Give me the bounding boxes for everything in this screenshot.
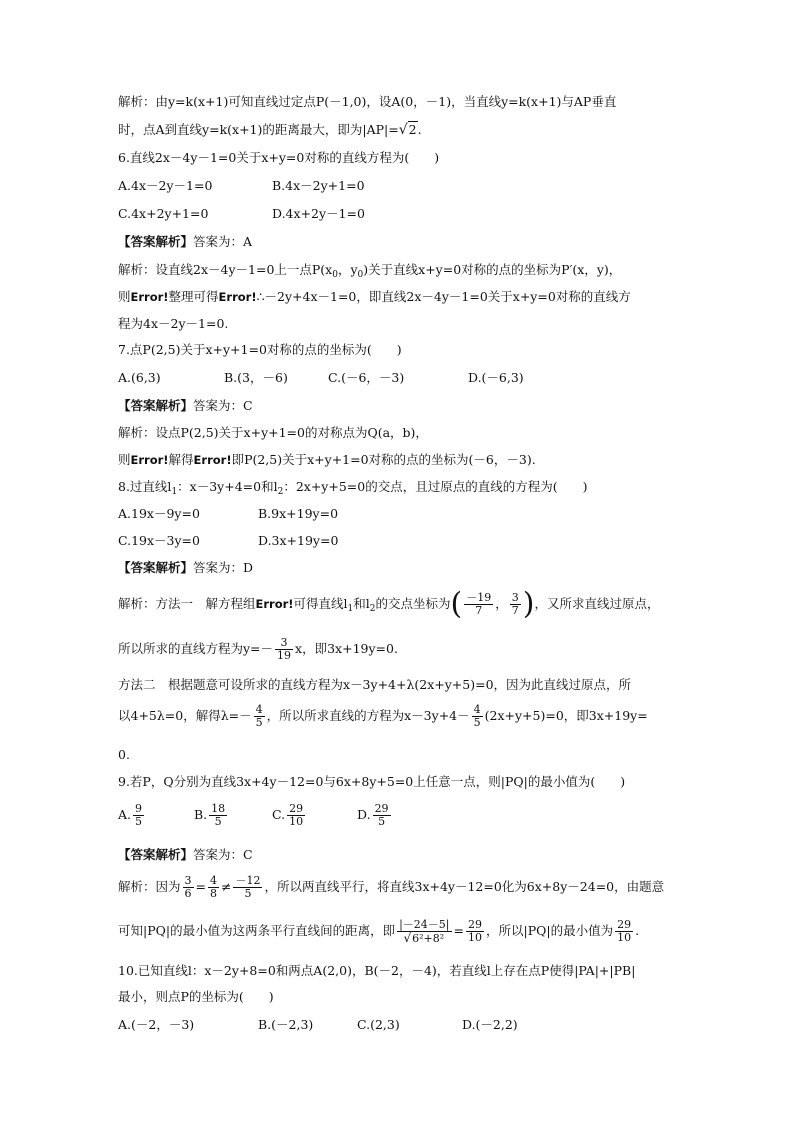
option-a: A.(－2，－3) <box>118 1017 195 1032</box>
solution-text: 解析：设直线2x－4y－1=0上一点$P(x_0$，$y_0$)关于直线x+y=0对称的点的坐标为P′(x，y)， <box>118 262 622 280</box>
option-c: C.(2,3) <box>357 1017 400 1032</box>
option-a: A.4x－2y－1=0 <box>118 178 213 193</box>
answer-line: 【答案解析】答案为：D <box>118 560 254 575</box>
question-8: 8.过直线$l_1$：x－3y+4=0和$l_2$：2x+y+5=0的交点，且过原点的直线的方程为( ) <box>118 479 588 497</box>
solution-text: 以4+5λ=0，解得λ=－ $\frac{4}{5}$ ，所以所求直线的方程为x－3y+4－ $\frac{4}{5}$ (2x+y+5)=0，即3x+19y= <box>118 703 648 729</box>
option-a: A.(6,3) <box>118 370 161 385</box>
option-c: C.4x+2y+1=0 <box>118 206 209 221</box>
option-d: D.3x+19y=0 <box>258 533 339 548</box>
option-c: C. $\frac{29}{10}$ <box>272 802 304 828</box>
option-b: B.9x+19y=0 <box>258 506 339 521</box>
solution-text: 解析：由y=k(x+1)可知直线过定点P(－1,0)，设A(0，－1)，当直线y=k(x+1)与AP垂直 <box>118 94 617 109</box>
solution-text: 解析：设点P(2,5)关于x+y+1=0的对称点为Q(a，b)， <box>118 425 428 440</box>
option-d: D. $\frac{29}{5}$ <box>357 802 389 828</box>
option-a: A.19x－9y=0 <box>118 506 200 521</box>
question-10: 最小，则点P的坐标为( ) <box>118 989 274 1004</box>
question-6: 6.直线2x－4y－1=0关于x+y=0对称的直线方程为( ) <box>118 150 440 165</box>
solution-text: 解析：方法一 解方程组Error!可得直线$l_1$和$l_2$的交点坐标为( $\frac{-19}{7}$ ， $\frac{3}{7}$ )，又所求直线过原点， <box>118 586 660 622</box>
option-b: B.4x－2y+1=0 <box>272 178 365 193</box>
solution-text: 程为4x－2y－1=0. <box>118 316 229 331</box>
solution-text: 解析：因为 $\frac{3}{6}$ = $\frac{4}{8}$ ≠ $\frac{-12}{5}$ ，所以两直线平行，将直线3x+4y－12=0化为6x+8y－24=0，由题意 <box>118 874 665 900</box>
solution-text: 所以所求的直线方程为y=－ $\frac{3}{19}$ x，即3x+19y=0. <box>118 636 398 662</box>
solution-text: 则Error!解得Error!即P(2,5)关于x+y+1=0对称的点的坐标为(－6，－3). <box>118 452 536 467</box>
solution-text: 可知|PQ|的最小值为这两条平行直线间的距离，即 $\frac{|-24-5|}{\text{√6²+8²}}$ = $\frac{29}{10}$ ，所以|PQ|的最小值为 $\frac{29}{10}$ . <box>118 917 640 945</box>
solution-text: 0. <box>118 747 130 762</box>
option-c: C.19x－3y=0 <box>118 533 200 548</box>
solution-text: 时，点A到直线y=k(x+1)的距离最大，即为|AP|=√2. <box>118 122 422 138</box>
answer-line: 【答案解析】答案为：C <box>118 847 253 862</box>
answer-line: 【答案解析】答案为：C <box>118 398 253 413</box>
option-a: A. $\frac{9}{5}$ <box>118 802 143 828</box>
question-9: 9.若P，Q分别为直线3x+4y－12=0与6x+8y+5=0上任意一点，则|PQ|的最小值为( ) <box>118 774 626 789</box>
solution-text: 方法二 根据题意可设所求的直线方程为x－3y+4+λ(2x+y+5)=0，因为此直线过原点，所 <box>118 677 632 692</box>
option-b: B.(3，－6) <box>224 370 288 385</box>
question-7: 7.点P(2,5)关于x+y+1=0对称的点的坐标为( ) <box>118 342 402 357</box>
option-d: D.(－6,3) <box>468 370 524 385</box>
question-10: 10.已知直线l：x－2y+8=0和两点A(2,0)，B(－2，－4)，若直线l上存在点P使得|PA|+|PB| <box>118 963 636 978</box>
option-d: D.4x+2y－1=0 <box>272 206 365 221</box>
option-c: C.(－6，－3) <box>328 370 405 385</box>
answer-line: 【答案解析】答案为：A <box>118 234 253 249</box>
solution-text: 则Error!整理可得Error!∴－2y+4x－1=0，即直线2x－4y－1=0关于x+y=0对称的直线方 <box>118 289 631 304</box>
option-b: B. $\frac{18}{5}$ <box>194 802 226 828</box>
option-d: D.(－2,2) <box>462 1017 518 1032</box>
option-b: B.(－2,3) <box>258 1017 314 1032</box>
